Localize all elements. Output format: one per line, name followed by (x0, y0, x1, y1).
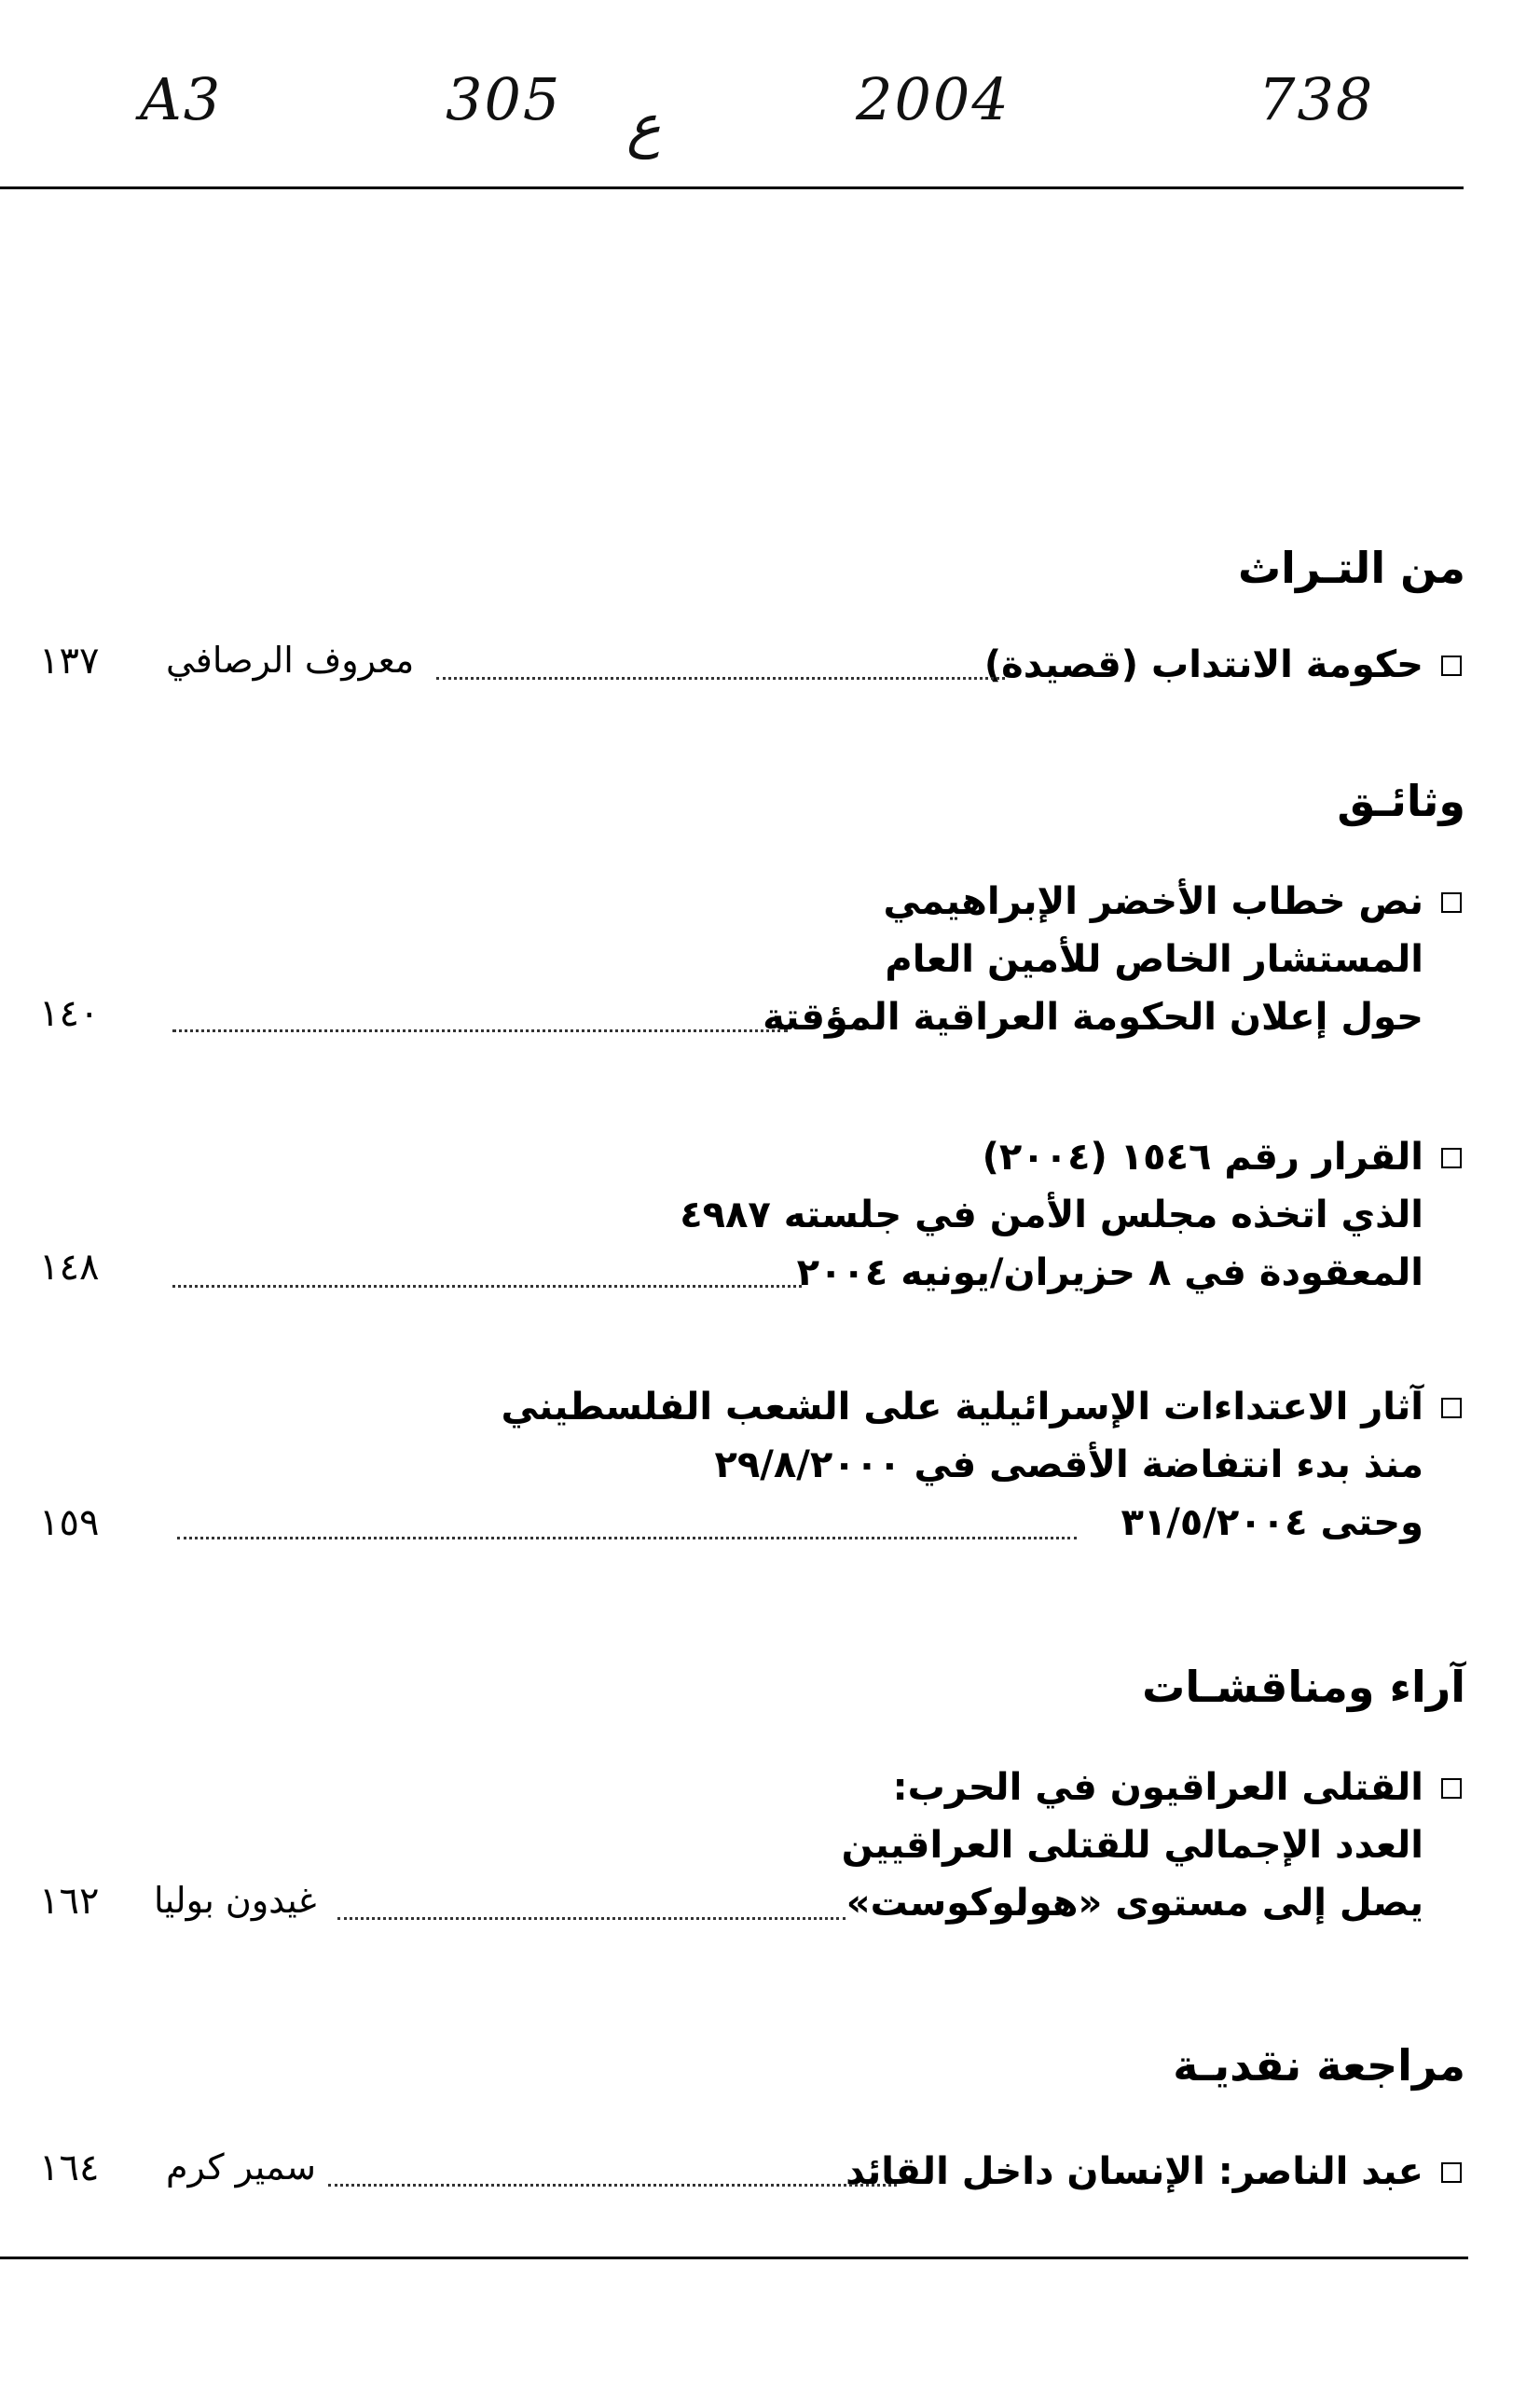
section-title-documents: وثائـق (1337, 776, 1465, 826)
author-name: معروف الرصافي (166, 640, 415, 681)
top-rule (0, 186, 1464, 189)
entry-line: حكومة الانتداب (قصيدة) (983, 643, 1423, 686)
entry-line: منذ بدء انتفاضة الأقصى في ٢٩/٨/٢٠٠٠ (714, 1443, 1423, 1486)
entry-line: عبد الناصر: الإنسان داخل القائد (846, 2150, 1423, 2193)
entry-line: الذي اتخذه مجلس الأمن في جلسته ٤٩٨٧ (680, 1194, 1423, 1236)
entry-line: نص خطاب الأخضر الإبراهيمي (883, 880, 1423, 923)
section-title-heritage: من التـراث (1237, 543, 1465, 593)
leader-dots (172, 1029, 788, 1032)
leader-dots (328, 2184, 897, 2187)
entry-line: وحتى ٣١/٥/٢٠٠٤ (1121, 1501, 1423, 1544)
entry-line: يصل إلى مستوى «هولوكوست» (846, 1882, 1423, 1925)
entry-line: المستشار الخاص للأمين العام (885, 938, 1423, 981)
bottom-rule (0, 2257, 1468, 2259)
leader-dots (172, 1285, 802, 1288)
section-title-critical-review: مراجعة نقديـة (1173, 2040, 1465, 2091)
entry-line: العدد الإجمالي للقتلى العراقيين (841, 1824, 1423, 1867)
page-number: ١٦٢ (39, 1880, 100, 1923)
handwritten-note-e: 738 (1258, 65, 1375, 133)
page-number: ١٤٠ (39, 992, 100, 1035)
handwritten-note-b: 305 (446, 65, 562, 133)
checkbox-icon (1441, 1148, 1462, 1168)
page-number: ١٣٧ (39, 640, 100, 683)
checkbox-icon (1441, 892, 1462, 913)
handwritten-note-c: ع (626, 91, 661, 159)
author-name: سمير كرم (166, 2146, 316, 2188)
entry-line: القرار رقم ١٥٤٦ (٢٠٠٤) (982, 1136, 1423, 1179)
page-number: ١٥٩ (39, 1501, 100, 1544)
leader-dots (337, 1917, 846, 1920)
section-title-opinions: آراء ومناقشـات (1142, 1662, 1465, 1712)
page-number: ١٤٨ (39, 1246, 100, 1289)
leader-dots (177, 1537, 1077, 1539)
page-number: ١٦٤ (39, 2146, 100, 2189)
checkbox-icon (1441, 656, 1462, 676)
entry-line: القتلى العراقيون في الحرب: (892, 1766, 1423, 1809)
entry-line: آثار الاعتداءات الإسرائيلية على الشعب الفلسطيني (501, 1386, 1423, 1429)
entry-line: المعقودة في ٨ حزيران/يونيه ٢٠٠٤ (796, 1251, 1423, 1294)
checkbox-icon (1441, 1398, 1462, 1418)
leader-dots (436, 677, 1005, 680)
entry-line: حول إعلان الحكومة العراقية المؤقتة (763, 996, 1423, 1039)
handwritten-note-d: 2004 (856, 65, 1011, 133)
handwritten-note-a: A3 (140, 65, 223, 133)
checkbox-icon (1441, 1778, 1462, 1799)
author-name: غيدون بوليا (154, 1880, 317, 1921)
checkbox-icon (1441, 2162, 1462, 2183)
